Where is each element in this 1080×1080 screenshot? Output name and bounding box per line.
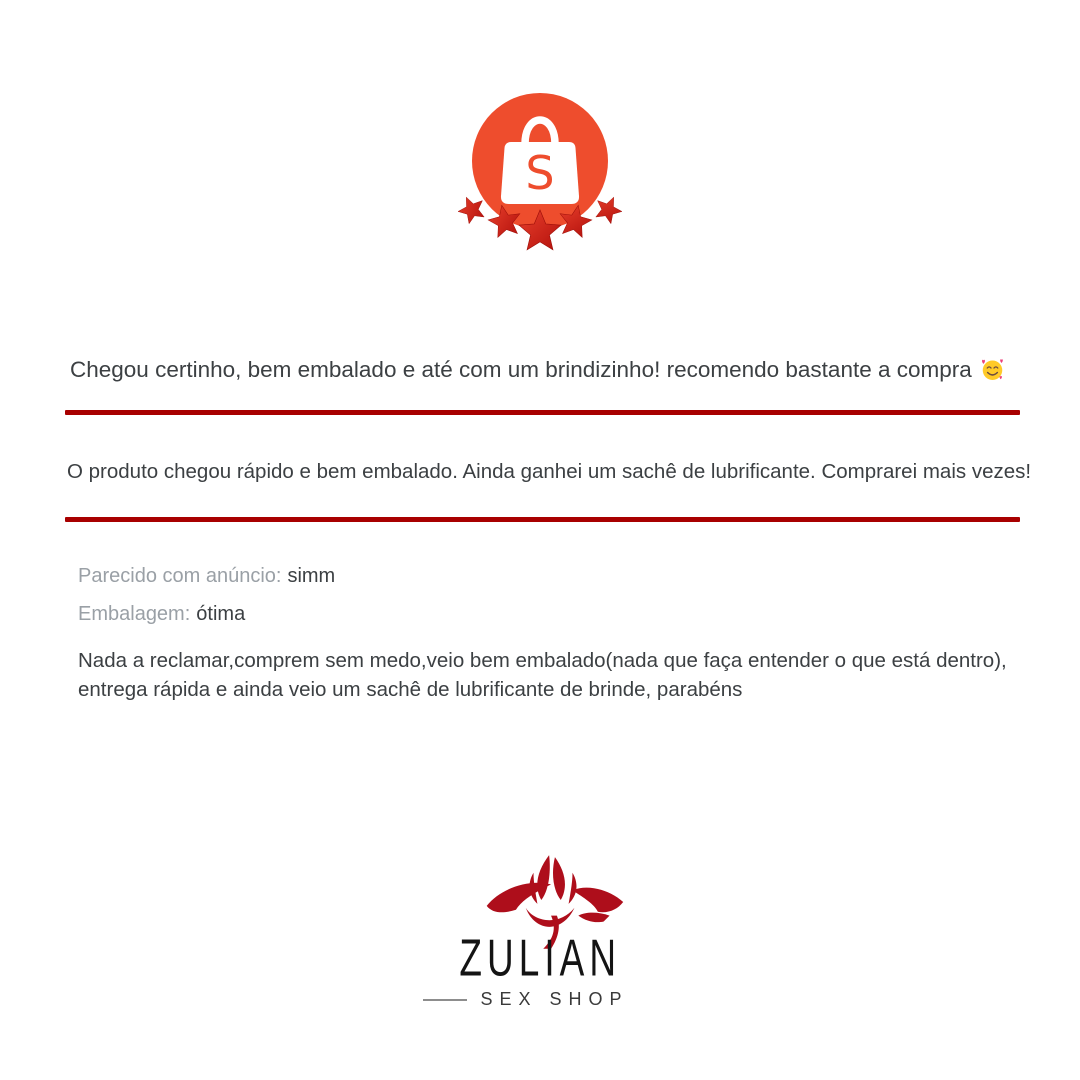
shopee-5-star-badge-icon (445, 86, 635, 258)
red-divider-2 (65, 517, 1020, 522)
tagline-rule (423, 999, 467, 1001)
attribute-value: ótima (196, 603, 246, 625)
zulian-logo (0, 850, 1080, 1010)
review-text-3: Nada a reclamar,comprem sem medo,veio bem embalado(nada que faça entender o que está dentro), entrega rápida e ainda veio um sachê de lubrificante de brinde, parabéns (78, 649, 1007, 701)
attribute-row (78, 565, 335, 588)
review-1-text: Chegou certinho, bem embalado e até com um brindizinho! recomendo bastante a compra (70, 357, 972, 382)
tagline-row (423, 989, 628, 1010)
attribute-label: Parecido com anúncio: (78, 565, 282, 587)
review-text-1 (70, 356, 1006, 383)
attribute-row (78, 603, 335, 626)
review-text-2: O produto chegou rápido e bem embalado. Ainda ganhei um sachê de lubrificante. Comprarei mais vezes! (67, 460, 1032, 483)
smiling-face-with-hearts-emoji-icon (979, 356, 1006, 383)
red-divider-1 (65, 410, 1020, 415)
review-3-attributes (78, 565, 335, 641)
attribute-value: simm (287, 565, 336, 587)
brand-tagline: SEX SHOP (480, 989, 629, 1010)
brand-name: ZULIAN (459, 929, 621, 988)
bag-letter: S (525, 146, 555, 200)
attribute-label: Embalagem: (78, 603, 191, 625)
